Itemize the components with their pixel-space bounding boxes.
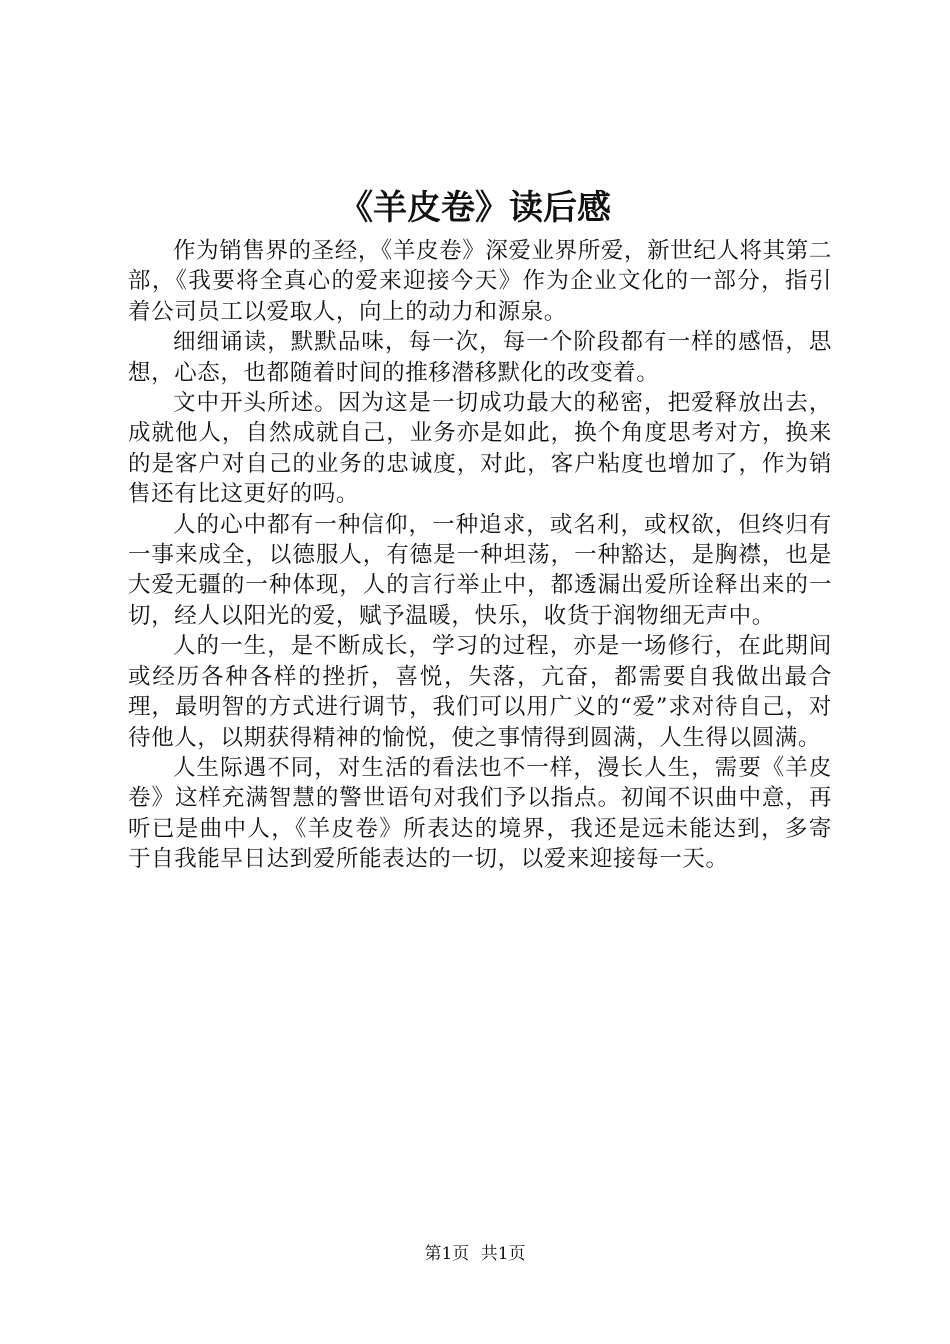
paragraph: 人生际遇不同，对生活的看法也不一样，漫长人生，需要《羊皮卷》这样充满智慧的警世语句对我们予以指点。初闻不识曲中意，再听已是曲中人，《羊皮卷》所表达的境界，我还是远未能达到，多寄于自我能早日达到爱所能表达的一切，以爱来迎接每一天。 [128,754,832,873]
paragraph: 作为销售界的圣经，《羊皮卷》深爱业界所爱，新世纪人将其第二部，《我要将全真心的爱来迎接今天》作为企业文化的一部分，指引着公司员工以爱取人，向上的动力和源泉。 [128,238,832,325]
paragraph: 人的心中都有一种信仰，一种追求，或名利，或权欲，但终归有一事来成全，以德服人，有德是一种坦荡，一种豁达，是胸襟，也是大爱无疆的一种体现，人的言行举止中，都透漏出爱所诠释出来的一切，经人以阳光的爱，赋予温暖，快乐，收货于润物细无声中。 [128,511,832,629]
page-footer [0,1242,950,1266]
page-number-current: 第1页 [424,1244,470,1264]
paragraph: 文中开头所述。因为这是一切成功最大的秘密，把爱释放出去，成就他人，自然成就自己，业务亦是如此，换个角度思考对方，换来的是客户对自己的业务的忠诚度，对此，客户粘度也增加了，作为销售还有比这更好的吗。 [128,390,832,508]
page-number-total: 共1页 [480,1244,526,1264]
paragraph: 细细诵读，默默品味，每一次，每一个阶段都有一样的感悟，思想，心态，也都随着时间的推移潜移默化的改变着。 [128,329,832,386]
paragraph: 人的一生，是不断成长，学习的过程，亦是一场修行，在此期间或经历各种各样的挫折，喜悦，失落，亢奋，都需要自我做出最合理，最明智的方式进行调节，我们可以用广义的“爱”求对待自己，对待他人，以期获得精神的愉悦，使之事情得到圆满，人生得以圆满。 [128,633,832,751]
document-body [128,236,832,875]
document-title: 《羊皮卷》读后感 [339,188,611,228]
